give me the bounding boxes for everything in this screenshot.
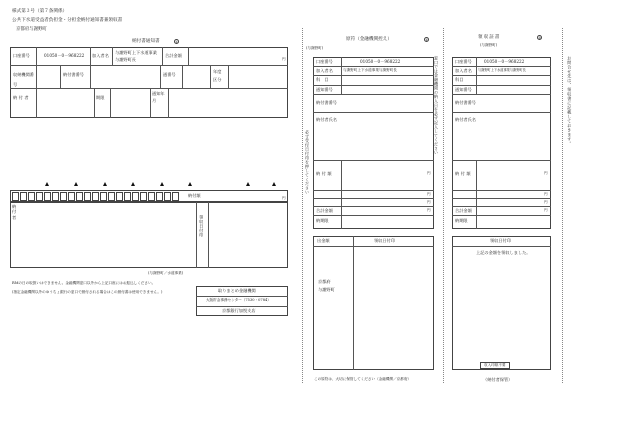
mid-kigen-label: 納期限 [316, 218, 329, 223]
right-nofugaku-label: 納付額 [455, 171, 473, 176]
mid-ryoshu-label: 領収日付印 [374, 238, 395, 243]
stub-note-right: (与謝野町／水道事業) [148, 271, 184, 275]
stub-note-1: RMの日の取扱いはできません。金融機関窓口以外から上記口座にはお振込しください。 [12, 281, 156, 285]
right-gokei-yen: 円 [544, 208, 548, 212]
form-number: 様式第３号（第７条関係） [12, 9, 68, 14]
fold-mark-3 [103, 182, 107, 186]
right-received-text: 上記の金額を領収しました。 [476, 250, 531, 255]
mid-note-top: (与謝野町) [306, 46, 324, 50]
mid-nofusha-label: 納付者氏名 [316, 117, 337, 122]
fold-mark-6 [188, 182, 192, 186]
fold-mark-5 [160, 182, 164, 186]
fold-mark-1 [45, 182, 49, 186]
form-title: 公共下水道受益者負担金・分担金納付通知書兼領収書 [12, 18, 123, 23]
fold-mark-8 [272, 182, 276, 186]
stub-shuno-label: 収納機関番号 [13, 72, 34, 88]
right-nofusho-label: 納付書番号 [455, 100, 476, 105]
stub-nofugaku-yen: 円 [282, 196, 286, 200]
stub-note-2: (指定金融機関以外のゆうちょ銀行の窓口で納付される場合はこの納付書は使用できません。) [12, 290, 163, 294]
mid-title: 原符（金融機関控え） [346, 37, 392, 42]
right-nofusha-label: 納付者氏名 [455, 117, 476, 122]
mid-shuno-label: 出金額 [317, 238, 330, 243]
right-gokei-label: 合計金額 [455, 208, 472, 213]
stub-nofusha-label: 納付者 [13, 95, 31, 100]
issuer: 京都府与謝野町 [16, 27, 47, 32]
stub-kanyusha-value: 与謝野町上下水道事業与謝野町長 [115, 50, 157, 62]
mid-town-label: 与謝野町 [318, 287, 335, 292]
right-nofugaku-yen: 円 [544, 171, 548, 175]
mid-nofusho-label: 納付書番号 [316, 100, 337, 105]
mid-koza-label: 口座番号 [316, 59, 333, 64]
circle-mark-2: ② [425, 38, 429, 42]
mid-bottom-note: この原符は、大切に保管してください（金融機関／京都府） [314, 377, 412, 381]
slip-title: 納付書通知書 [132, 39, 160, 44]
stub-gokei-label: 合計金額 [165, 53, 182, 58]
right-kanyusha-value: 与謝野町上下水道事業与謝野町長 [478, 68, 526, 72]
stub-tsuban-label: 通番号 [163, 72, 176, 77]
mid-kyoto-label: 京都府 [318, 279, 331, 284]
stub-lower-box [10, 202, 288, 268]
right-note-top: (与謝野町) [480, 43, 498, 47]
mid-gokei-label: 合計金額 [316, 208, 333, 213]
circle-mark-3: ③ [538, 36, 542, 40]
right-kanyusha-label: 加入者名 [455, 68, 472, 73]
fold-mark-4 [131, 182, 135, 186]
mid-vertical-note: 必ず受付日付印を押してください [305, 130, 310, 195]
right-stamp-label: 収入印紙不要 [484, 363, 506, 367]
mid-nofugaku-yen: 円 [427, 171, 431, 175]
stub-koza-value: 01050－0－968222 [44, 53, 85, 58]
right-receipt-box [452, 236, 551, 370]
mid-kanyusha-value: 与謝野町上下水道事業与謝野町長 [343, 68, 397, 72]
mid-koza-value: 01050－0－968222 [360, 59, 401, 64]
right-vertical-note-right: お問合せ先は、領収書に記載しておきます。 [567, 56, 573, 146]
stub-kubun-label: 区分 [213, 77, 222, 82]
stub-gokei-yen: 円 [282, 57, 286, 61]
fold-mark-2 [74, 182, 78, 186]
stub-tsuchi-label: 通知年月 [152, 91, 165, 103]
right-koza-label: 口座番号 [455, 59, 472, 64]
perforation-right [562, 28, 563, 383]
stub-kigen-label: 期限 [96, 95, 105, 100]
mid-gokei-yen: 円 [427, 208, 431, 212]
right-tsuchi-label: 通知番号 [455, 87, 472, 92]
right-title: 領収証書 [478, 35, 501, 40]
right-table [452, 57, 551, 229]
circle-mark-1: ① [175, 40, 179, 44]
right-row2-yen: 円 [544, 192, 548, 196]
right-vertical-note-left: 窓口では金融機関の納入日を必ず記入してください [434, 56, 439, 155]
bank-1: 大阪貯金事務センター（7530・0784） [206, 298, 271, 302]
mid-receipt-box [313, 236, 434, 370]
right-row3-yen: 円 [544, 200, 548, 204]
mid-table [313, 57, 434, 229]
stub-ryoshu-label: 領収日付印 [199, 215, 205, 238]
stub-koza-label: 口座番号 [13, 53, 30, 58]
right-koza-value: 01050－0－968222 [484, 59, 525, 64]
stub-nendo-label: 年度 [213, 69, 222, 74]
mid-kanyusha-label: 加入者名 [316, 68, 333, 73]
mid-tsuchi-label: 通知番号 [316, 87, 333, 92]
right-bottom: （納付者保管） [483, 377, 513, 382]
stub-nofusho-label: 納付書番号 [63, 72, 84, 77]
mid-kamoku-label: 科 目 [316, 77, 329, 82]
right-kamoku-label: 科目 [455, 77, 464, 82]
stub-nofugaku-label: 納付額 [188, 193, 201, 198]
mid-nofugaku-label: 納付額 [316, 171, 334, 176]
perforation-left [302, 28, 303, 383]
stub-kanyusha-label: 加入者名 [92, 53, 109, 58]
fold-mark-7 [246, 182, 250, 186]
stub-nofusha-label-2: 納付者 [12, 204, 17, 220]
right-kigen-label: 納期限 [455, 218, 468, 223]
mid-row3-yen: 円 [427, 200, 431, 204]
mid-row2-yen: 円 [427, 192, 431, 196]
right-ryoshu-label: 領収日付印 [490, 238, 511, 243]
bank-header: 取りまとめ金融機関 [218, 288, 256, 293]
bank-2: 京都銀行加悦支店 [222, 308, 256, 313]
perforation-mid [443, 28, 444, 383]
